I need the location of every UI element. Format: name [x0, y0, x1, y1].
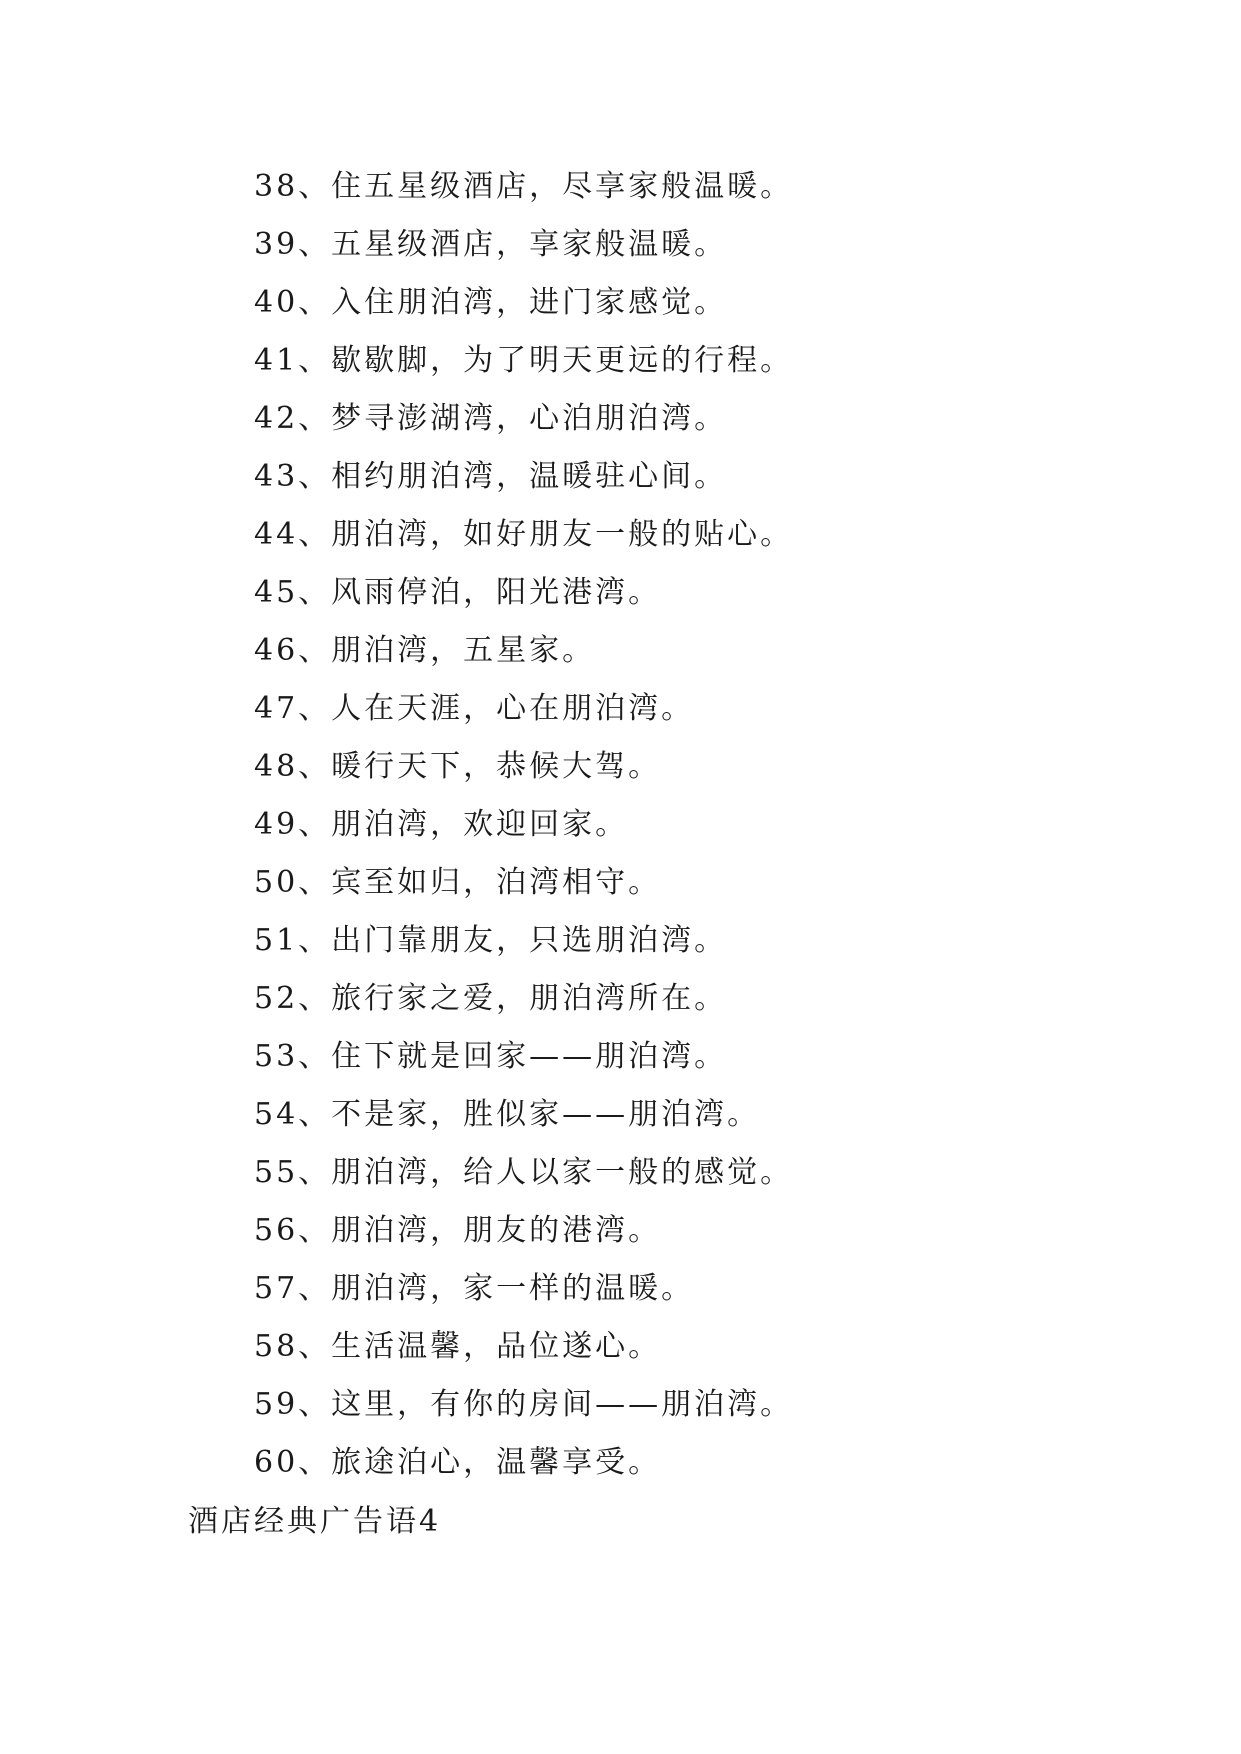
list-item: 45、风雨停泊，阳光港湾。	[254, 575, 662, 610]
list-item: 41、歇歇脚，为了明天更远的行程。	[254, 343, 794, 378]
list-item: 54、不是家，胜似家——朋泊湾。	[254, 1097, 761, 1132]
list-item: 50、宾至如归，泊湾相守。	[254, 865, 662, 900]
list-item: 56、朋泊湾，朋友的港湾。	[254, 1213, 662, 1248]
slogan-list	[254, 158, 793, 1492]
list-item: 51、出门靠朋友，只选朋泊湾。	[254, 923, 728, 958]
list-item: 57、朋泊湾，家一样的温暖。	[254, 1271, 695, 1306]
list-item: 53、住下就是回家——朋泊湾。	[254, 1039, 728, 1074]
list-item: 39、五星级酒店，享家般温暖。	[254, 227, 728, 262]
list-item: 59、这里，有你的房间——朋泊湾。	[254, 1387, 794, 1422]
list-item: 46、朋泊湾，五星家。	[254, 633, 596, 668]
list-item: 38、住五星级酒店，尽享家般温暖。	[254, 169, 794, 204]
list-item: 48、暖行天下，恭候大驾。	[254, 749, 662, 784]
list-item: 40、入住朋泊湾，进门家感觉。	[254, 285, 728, 320]
list-item: 55、朋泊湾，给人以家一般的感觉。	[254, 1155, 794, 1190]
list-item: 42、梦寻澎湖湾，心泊朋泊湾。	[254, 401, 728, 436]
section-heading: 酒店经典广告语4	[188, 1504, 442, 1539]
list-item: 44、朋泊湾，如好朋友一般的贴心。	[254, 517, 794, 552]
list-item: 47、人在天涯，心在朋泊湾。	[254, 691, 695, 726]
list-item: 60、旅途泊心，温馨享受。	[254, 1445, 662, 1480]
list-item: 52、旅行家之爱，朋泊湾所在。	[254, 981, 728, 1016]
list-item: 43、相约朋泊湾，温暖驻心间。	[254, 459, 728, 494]
list-item: 49、朋泊湾，欢迎回家。	[254, 807, 629, 842]
list-item: 58、生活温馨，品位遂心。	[254, 1329, 662, 1364]
